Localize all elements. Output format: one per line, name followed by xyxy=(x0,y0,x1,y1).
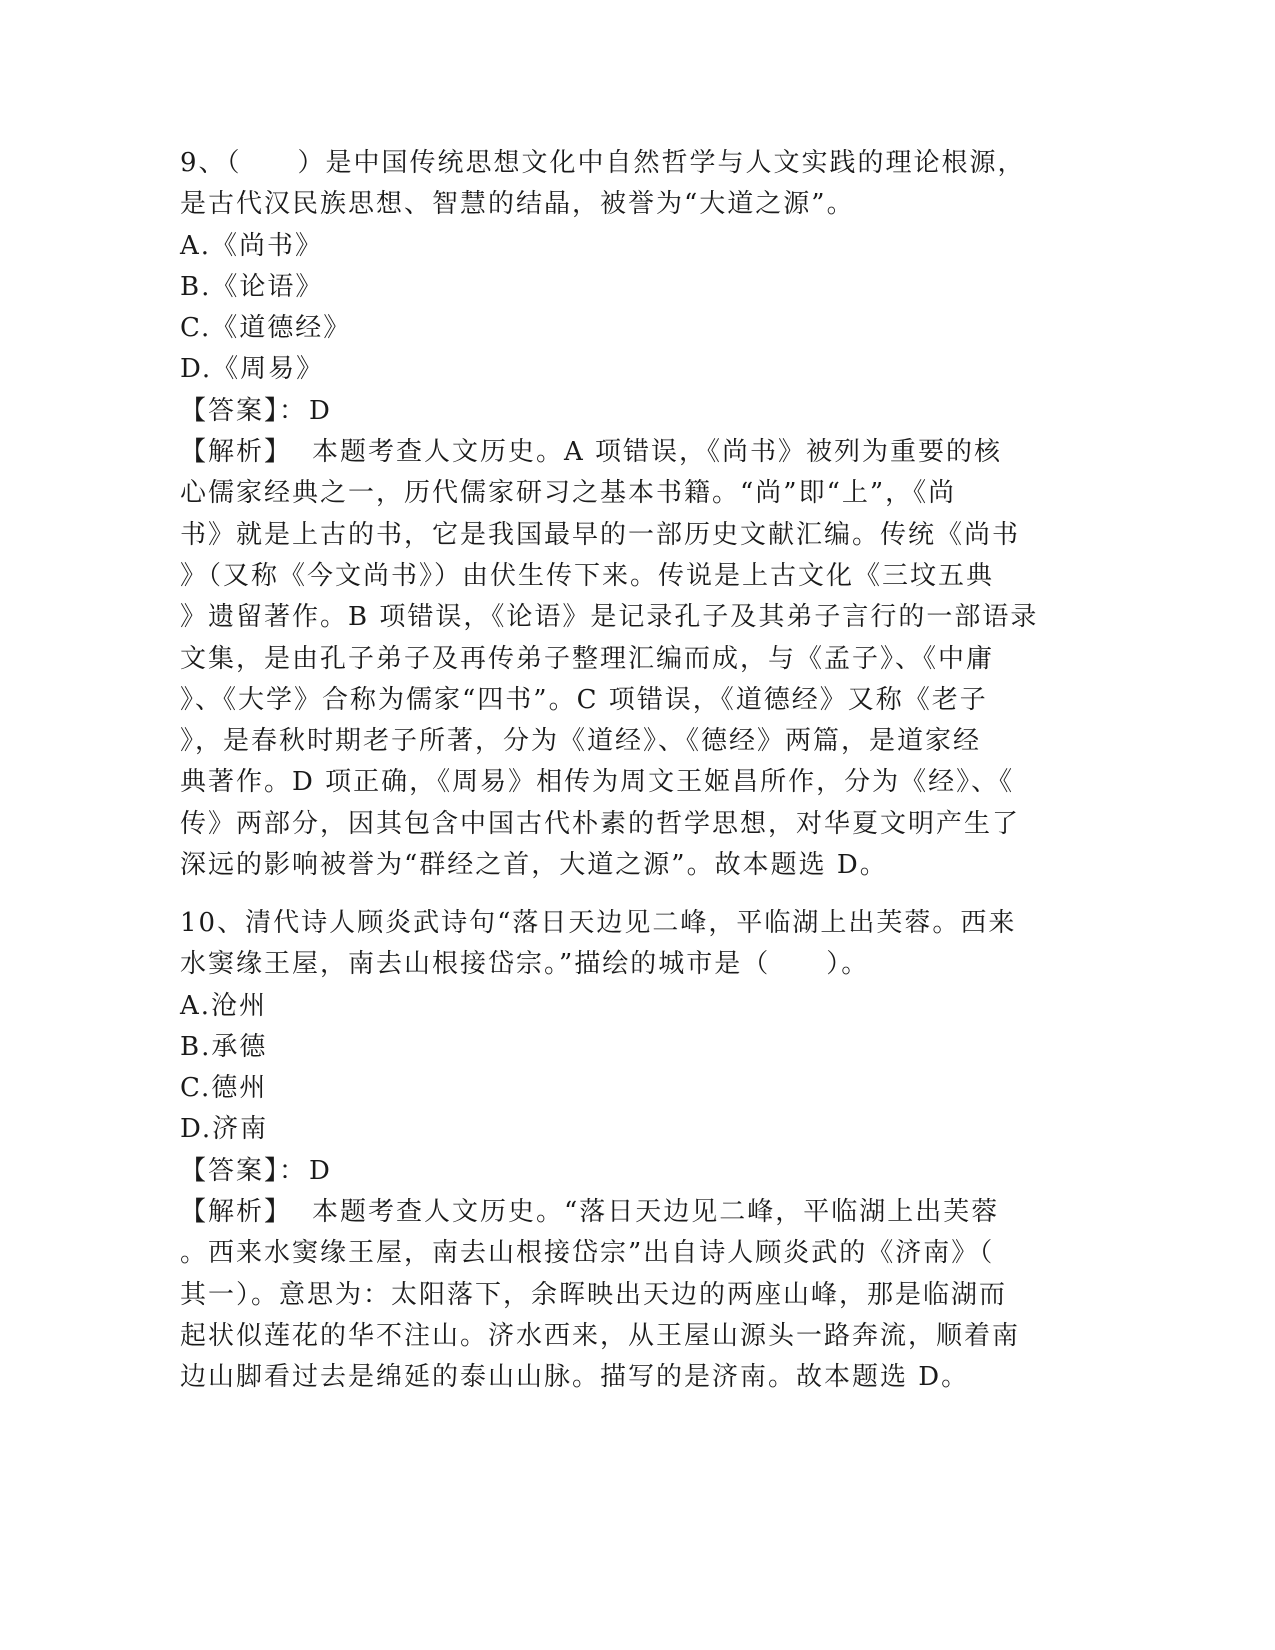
option-d: D.济南 xyxy=(180,1114,269,1145)
option-a: A.沧州 xyxy=(180,990,268,1021)
question-stem-line: 9、（ ）是中国传统思想文化中自然哲学与人文实践的理论根源， xyxy=(180,148,1026,178)
option-a: A.《尚书》 xyxy=(180,230,324,261)
option-b: B.承德 xyxy=(180,1031,268,1062)
explanation-line: 。西来水窦缘王屋，南去山根接岱宗”出自诗人顾炎武的《济南》（ xyxy=(180,1238,995,1269)
question-stem-line: 是古代汉民族思想、智慧的结晶，被誉为“大道之源”。 xyxy=(180,189,855,220)
explanation-line: 书》就是上古的书，它是我国最早的一部历史文献汇编。传统《尚书 xyxy=(180,519,1021,550)
answer-row xyxy=(180,1151,1040,1192)
answer-label: 【答案】： xyxy=(180,1155,308,1186)
question-stem-line: 水窦缘王屋，南去山根接岱宗。”描绘的城市是（ ）。 xyxy=(180,949,870,980)
option-c: C.《道德经》 xyxy=(180,313,352,344)
explanation-row xyxy=(180,432,1040,473)
explanation-line: 本题考查人文历史。A 项错误，《尚书》被列为重要的核 xyxy=(312,437,1003,468)
option-b: B.《论语》 xyxy=(180,271,324,302)
explanation-label: 【解析】 xyxy=(180,1197,293,1228)
explanation-line: 心儒家经典之一，历代儒家研习之基本书籍。“尚”即“上”，《尚 xyxy=(180,478,957,509)
explanation-line: 深远的影响被誉为“群经之首，大道之源”。故本题选 D。 xyxy=(180,850,888,881)
explanation-line: 》（又称《今文尚书》）由伏生传下来。传说是上古文化《三坟五典 xyxy=(180,560,995,591)
explanation-line: 》，是春秋时期老子所著，分为《道经》、《德经》两篇，是道家经 xyxy=(180,726,982,757)
explanation-line: 其一）。意思为：太阳落下，余晖映出天边的两座山峰，那是临湖而 xyxy=(180,1279,1008,1310)
explanation-line: 传》两部分，因其包含中国古代朴素的哲学思想，对华夏文明产生了 xyxy=(180,808,1021,839)
answer-value: D xyxy=(309,1155,332,1186)
explanation-row xyxy=(180,1192,1040,1233)
explanation-line: 起状似莲花的华不注山。济水西来，从王屋山源头一路奔流，顺着南 xyxy=(180,1320,1021,1351)
explanation-line: 本题考查人文历史。“落日天边见二峰，平临湖上出芙蓉 xyxy=(312,1197,1000,1228)
question-10 xyxy=(180,903,1040,1399)
option-c: C.德州 xyxy=(180,1073,268,1104)
explanation-line: 典著作。D 项正确，《周易》相传为周文王姬昌所作，分为《经》、《 xyxy=(180,767,1015,798)
answer-value: D xyxy=(309,395,332,426)
explanation-line: 边山脚看过去是绵延的泰山山脉。描写的是济南。故本题选 D。 xyxy=(180,1362,970,1393)
explanation-label: 【解析】 xyxy=(180,437,293,468)
explanation-line: 》、《大学》合称为儒家“四书”。C 项错误，《道德经》又称《老子 xyxy=(180,684,988,715)
question-stem-line: 10、清代诗人顾炎武诗句“落日天边见二峰，平临湖上出芙蓉。西来 xyxy=(180,908,1017,938)
answer-label: 【答案】： xyxy=(180,395,308,426)
explanation-line: 》遗留著作。B 项错误，《论语》是记录孔子及其弟子言行的一部语录 xyxy=(180,602,1039,633)
explanation-line: 文集，是由孔子弟子及再传弟子整理汇编而成，与《孟子》、《中庸 xyxy=(180,643,995,674)
option-d: D.《周易》 xyxy=(180,354,325,385)
question-9 xyxy=(180,143,1040,886)
answer-row xyxy=(180,391,1040,432)
